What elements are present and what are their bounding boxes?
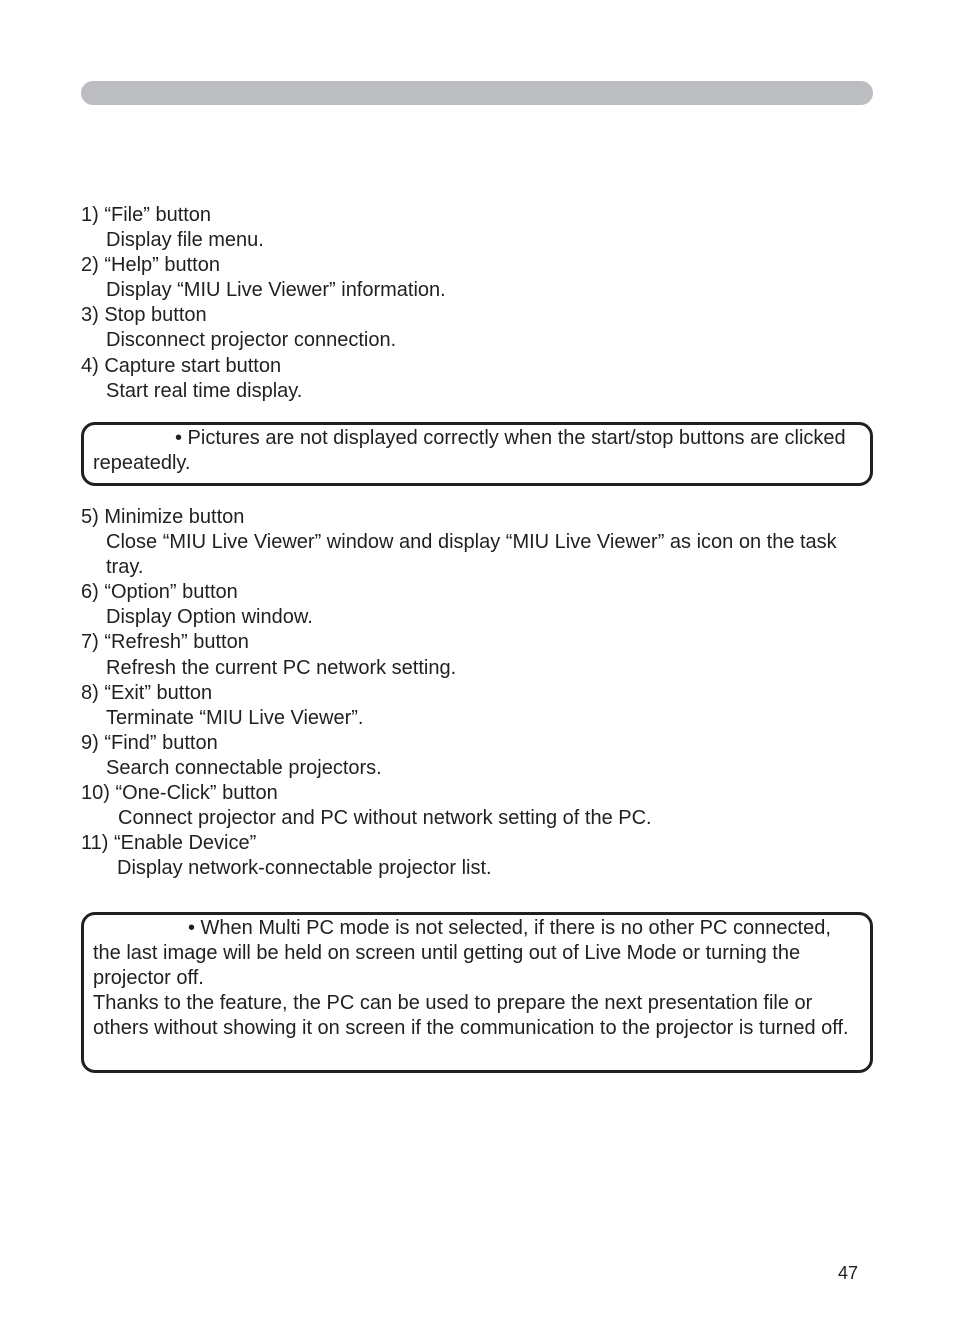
list-item bbox=[81, 303, 873, 353]
item-title: 2) “Help” button bbox=[81, 254, 220, 277]
item-title: 7) “Refresh” button bbox=[81, 631, 249, 654]
note-text: Thanks to the feature, the PC can be used to prepare the next presentation file or others without showing it on screen if the communication to the projector is turned off. bbox=[93, 992, 849, 1040]
list-item bbox=[81, 354, 873, 404]
list-item bbox=[81, 630, 873, 680]
item-description: Connect projector and PC without network setting of the PC. bbox=[118, 807, 652, 830]
item-title: 3) Stop button bbox=[81, 304, 207, 327]
item-description: Display “MIU Live Viewer” information. bbox=[106, 279, 446, 302]
button-list-part-2 bbox=[81, 505, 873, 881]
item-description: Disconnect projector connection. bbox=[106, 329, 397, 352]
item-description: Display file menu. bbox=[106, 229, 264, 252]
item-title: 4) Capture start button bbox=[81, 354, 282, 377]
note-text: • Pictures are not displayed correctly when the start/stop buttons are clicked repeatedly. bbox=[93, 427, 846, 475]
list-item bbox=[81, 203, 873, 253]
note-text: • When Multi PC mode is not selected, if there is no other PC connected, the last image will be held on screen until getting out of Live Mode or turning the projector off. bbox=[93, 917, 831, 990]
item-description: Close “MIU Live Viewer” window and display “MIU Live Viewer” as icon on the task tray. bbox=[106, 531, 837, 579]
note-box bbox=[81, 912, 873, 1073]
header-bar bbox=[81, 81, 873, 105]
item-title: 5) Minimize button bbox=[81, 506, 245, 528]
page-number: 47 bbox=[838, 1263, 859, 1283]
item-description: Start real time display. bbox=[106, 379, 303, 402]
list-item bbox=[81, 731, 873, 781]
item-description: Search connectable projectors. bbox=[106, 756, 382, 779]
item-description: Display network-connectable projector list. bbox=[117, 857, 492, 880]
item-title: 10) “One-Click” button bbox=[81, 782, 278, 805]
item-title: 9) “Find” button bbox=[81, 731, 218, 754]
list-item bbox=[81, 253, 873, 303]
list-item bbox=[81, 781, 873, 831]
list-item bbox=[81, 831, 873, 881]
button-list-part-1 bbox=[81, 203, 873, 404]
item-description: Refresh the current PC network setting. bbox=[106, 656, 457, 679]
item-description: Display Option window. bbox=[106, 606, 313, 629]
item-title: 6) “Option” button bbox=[81, 581, 238, 604]
list-item bbox=[81, 505, 873, 580]
item-description: Terminate “MIU Live Viewer”. bbox=[106, 706, 364, 729]
item-title: 1) “File” button bbox=[81, 204, 212, 226]
list-item bbox=[81, 580, 873, 630]
item-title: 11) “Enable Device” bbox=[81, 832, 257, 855]
note-box bbox=[81, 422, 873, 486]
list-item bbox=[81, 681, 873, 731]
item-title: 8) “Exit” button bbox=[81, 681, 213, 704]
